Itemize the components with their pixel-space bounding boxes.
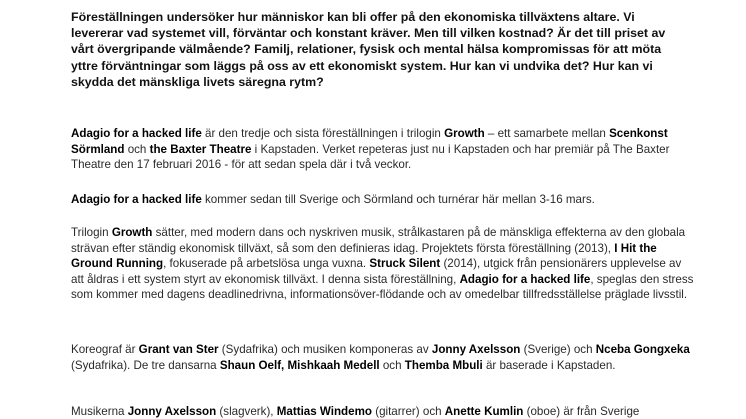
text-span: , speglas den stress som kommer med dagens deadlinedrivna, informationsöver-flödande och av omedelbar tillfredsställelse präglade livsstil.: [71, 272, 694, 302]
name-jonny-axelsson: Jonny Axelsson: [431, 343, 521, 356]
text-span: och: [124, 142, 150, 156]
title-struck-silent: Struck Silent: [369, 257, 441, 271]
org-baxter-theatre: the Baxter Theatre: [149, 142, 252, 156]
title-growth: Growth: [111, 226, 153, 239]
text-span: sätter, med modern dans och nyskriven musik, strålkastaren på de mänskliga effekterna av den globala strävan efter ständig ekonomisk tillväxt, så som den definieras idag. Projektets första föreställning (2013),: [71, 226, 686, 255]
paragraph-tour: [71, 192, 697, 208]
text-span: (Sverige) och: [520, 343, 596, 356]
text-span: (Sydafrika) och musiken komponeras av: [218, 343, 432, 356]
name-mattias-windemo: Mattias Windemo: [276, 405, 372, 418]
paragraph-musicians: [71, 404, 697, 419]
text-span: (oboe) är från Sverige: [523, 405, 640, 418]
text-span: (slagverk),: [216, 405, 277, 418]
text-span: Koreograf är: [71, 343, 139, 356]
text-span: (2014), utgick från pensionärers upplevelse av att åldras i ett system styrt av ekonomisk tillväxt. I denna sista föreställning,: [71, 257, 682, 286]
intro-paragraph: Föreställningen undersöker hur människor kan bli offer på den ekonomiska tillväxtens altare. Vi levererar vad systemet vill, förväntar och konstant kräver. Men till vilken kostnad? Är det till priset av vårt övergripande välmående? Familj, relationer, fysisk och mental hälsa kompromissas för att möta yttre förväntningar som läggs på oss av ett ekonomiskt system. Hur kan vi undvika det? Hur kan vi skydda det mänskliga livets säregna rytm?: [71, 10, 666, 89]
paragraph-credits: [71, 342, 697, 373]
title-hit-the-ground-running: I Hit the Ground Running: [71, 241, 657, 271]
name-themba-mbuli: Themba Mbuli: [404, 358, 483, 372]
title-adagio: Adagio for a hacked life: [459, 272, 591, 286]
text-span: och: [379, 358, 405, 372]
text-span: (gitarrer) och: [371, 405, 445, 418]
name-nceba-gongxeka: Nceba Gongxeka: [595, 343, 690, 356]
text-span: – ett samarbete mellan: [484, 127, 610, 140]
name-jonny-axelsson: Jonny Axelsson: [127, 405, 217, 418]
name-grant-van-ster: Grant van Ster: [138, 343, 219, 356]
title-adagio: Adagio for a hacked life: [71, 193, 202, 206]
paragraph-trilogy: [71, 225, 697, 303]
title-adagio: Adagio for a hacked life: [71, 127, 202, 140]
name-dancers: Shaun Oelf, Mishkaah Medell: [219, 358, 380, 372]
paragraph-premiere: [71, 126, 697, 173]
org-scenkonst-sormland: Scenkonst Sörmland: [71, 127, 668, 156]
text-span: Trilogin: [71, 226, 112, 239]
text-span: (Sydafrika). De tre dansarna: [71, 358, 220, 372]
text-span: Musikerna: [71, 405, 128, 418]
text-span: är baserade i Kapstaden.: [482, 358, 616, 372]
name-anette-kumlin: Anette Kumlin: [444, 405, 524, 418]
title-growth: Growth: [444, 127, 485, 140]
text-span: i Kapstaden. Verket repeteras just nu i Kapstaden och har premiär på The Baxter Theatre den 17 februari 2016 - för att sedan spela där i två veckor.: [71, 142, 670, 172]
text-span: är den tredje och sista föreställningen i trilogin: [201, 127, 445, 140]
text-span: kommer sedan till Sverige och Sörmland och turnérar här mellan 3-16 mars.: [201, 193, 595, 206]
text-span: , fokuserade på arbetslösa unga vuxna.: [163, 257, 370, 271]
